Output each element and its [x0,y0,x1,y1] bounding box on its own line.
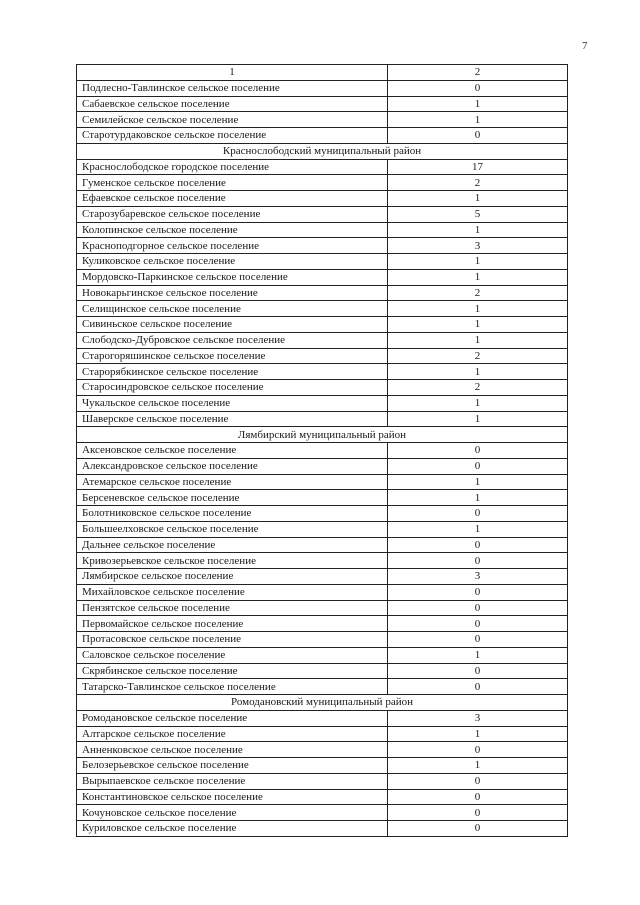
table-row [77,191,568,207]
table-row [77,175,568,191]
settlement-name: Александровское сельское поселение [77,458,388,474]
table-row [77,805,568,821]
settlement-value: 1 [387,474,567,490]
section-header-row [77,143,568,159]
table-row [77,269,568,285]
table-row [77,96,568,112]
table-row [77,443,568,459]
settlement-value: 1 [387,364,567,380]
table-row [77,789,568,805]
settlement-value: 2 [387,380,567,396]
header-column-2: 2 [387,65,567,81]
settlement-name: Подлесно-Тавлинское сельское поселение [77,80,388,96]
settlement-name: Большеелховское сельское поселение [77,521,388,537]
settlement-name: Старотурдаковское сельское поселение [77,128,388,144]
table-row [77,380,568,396]
settlement-name: Колопинское сельское поселение [77,222,388,238]
settlement-name: Слободско-Дубровское сельское поселение [77,332,388,348]
settlement-value: 0 [387,506,567,522]
table-row [77,710,568,726]
table-row [77,569,568,585]
settlement-value: 0 [387,616,567,632]
settlement-name: Ромодановское сельское поселение [77,710,388,726]
settlement-value: 1 [387,521,567,537]
table-row [77,222,568,238]
section-header-row [77,427,568,443]
settlement-value: 0 [387,458,567,474]
settlement-name: Селищинское сельское поселение [77,301,388,317]
table-row [77,317,568,333]
settlement-value: 1 [387,758,567,774]
table-body [77,65,568,837]
table-header-row [77,65,568,81]
table-row [77,458,568,474]
settlement-value: 1 [387,395,567,411]
settlement-name: Старосиндровское сельское поселение [77,380,388,396]
settlement-value: 1 [387,726,567,742]
table-row [77,553,568,569]
settlement-name: Берсеневское сельское поселение [77,490,388,506]
settlement-name: Первомайское сельское поселение [77,616,388,632]
table-row [77,600,568,616]
settlement-name: Кочуновское сельское поселение [77,805,388,821]
settlement-value: 3 [387,710,567,726]
table-row [77,254,568,270]
table-row [77,80,568,96]
table-row [77,506,568,522]
settlement-value: 0 [387,663,567,679]
settlement-name: Михайловское сельское поселение [77,584,388,600]
settlement-name: Анненковское сельское поселение [77,742,388,758]
settlement-name: Чукальское сельское поселение [77,395,388,411]
settlement-value: 2 [387,175,567,191]
settlement-value: 1 [387,191,567,207]
header-column-1: 1 [77,65,388,81]
settlement-name: Скрябинское сельское поселение [77,663,388,679]
settlement-value: 1 [387,254,567,270]
settlement-name: Мордовско-Паркинское сельское поселение [77,269,388,285]
table-row [77,821,568,837]
settlement-name: Краснослободское городское поселение [77,159,388,175]
settlement-value: 5 [387,206,567,222]
settlement-name: Дальнее сельское поселение [77,537,388,553]
settlement-value: 3 [387,238,567,254]
settlement-name: Лямбирское сельское поселение [77,569,388,585]
settlement-name: Белозерьевское сельское поселение [77,758,388,774]
district-name: Ромодановский муниципальный район [77,695,568,711]
settlement-value: 1 [387,96,567,112]
settlement-value: 0 [387,805,567,821]
settlement-value: 0 [387,600,567,616]
table-row [77,490,568,506]
settlement-value: 1 [387,269,567,285]
table-row [77,742,568,758]
settlement-name: Старозубаревское сельское поселение [77,206,388,222]
settlements-table [76,64,568,837]
table-row [77,474,568,490]
settlement-name: Гуменское сельское поселение [77,175,388,191]
table-row [77,395,568,411]
settlement-name: Саловское сельское поселение [77,647,388,663]
settlement-name: Алтарское сельское поселение [77,726,388,742]
settlement-value: 1 [387,647,567,663]
settlement-value: 2 [387,285,567,301]
table-row [77,758,568,774]
settlement-name: Семилейское сельское поселение [77,112,388,128]
settlement-value: 0 [387,821,567,837]
settlement-value: 3 [387,569,567,585]
settlement-name: Кривозерьевское сельское поселение [77,553,388,569]
settlement-name: Ефаевское сельское поселение [77,191,388,207]
table-row [77,285,568,301]
table-row [77,521,568,537]
settlement-value: 0 [387,789,567,805]
settlement-value: 0 [387,443,567,459]
table-row [77,616,568,632]
table-row [77,301,568,317]
settlement-value: 1 [387,490,567,506]
settlement-value: 1 [387,332,567,348]
settlement-name: Татарско-Тавлинское сельское поселение [77,679,388,695]
settlement-name: Пензятское сельское поселение [77,600,388,616]
page-number: 7 [582,40,588,52]
settlement-value: 1 [387,411,567,427]
settlement-value: 0 [387,584,567,600]
settlement-value: 17 [387,159,567,175]
table-row [77,632,568,648]
table-row [77,726,568,742]
settlement-value: 0 [387,742,567,758]
settlement-name: Красноподгорное сельское поселение [77,238,388,254]
settlement-name: Старорябкинское сельское поселение [77,364,388,380]
table-row [77,364,568,380]
table-row [77,773,568,789]
table-row [77,128,568,144]
settlement-name: Сабаевское сельское поселение [77,96,388,112]
settlement-name: Константиновское сельское поселение [77,789,388,805]
settlement-name: Протасовское сельское поселение [77,632,388,648]
table-row [77,537,568,553]
settlement-name: Сивиньское сельское поселение [77,317,388,333]
settlement-value: 1 [387,222,567,238]
settlement-name: Новокарьгинское сельское поселение [77,285,388,301]
table-row [77,411,568,427]
settlement-value: 2 [387,348,567,364]
table-row [77,663,568,679]
settlement-name: Вырыпаевское сельское поселение [77,773,388,789]
table-row [77,112,568,128]
settlement-value: 0 [387,537,567,553]
section-header-row [77,695,568,711]
settlement-value: 0 [387,679,567,695]
district-name: Краснослободский муниципальный район [77,143,568,159]
table-row [77,206,568,222]
table-row [77,159,568,175]
settlement-name: Куриловское сельское поселение [77,821,388,837]
settlement-name: Старогоряшинское сельское поселение [77,348,388,364]
settlement-value: 1 [387,301,567,317]
settlement-value: 0 [387,128,567,144]
table-row [77,332,568,348]
settlement-name: Куликовское сельское поселение [77,254,388,270]
settlement-name: Аксеновское сельское поселение [77,443,388,459]
table-row [77,238,568,254]
settlement-name: Шаверское сельское поселение [77,411,388,427]
table-row [77,584,568,600]
settlement-value: 1 [387,112,567,128]
settlement-name: Атемарское сельское поселение [77,474,388,490]
settlement-value: 0 [387,553,567,569]
settlement-value: 0 [387,80,567,96]
table-row [77,348,568,364]
settlement-value: 0 [387,773,567,789]
table-row [77,647,568,663]
settlement-name: Болотниковское сельское поселение [77,506,388,522]
district-name: Лямбирский муниципальный район [77,427,568,443]
settlement-value: 1 [387,317,567,333]
table-row [77,679,568,695]
settlement-value: 0 [387,632,567,648]
